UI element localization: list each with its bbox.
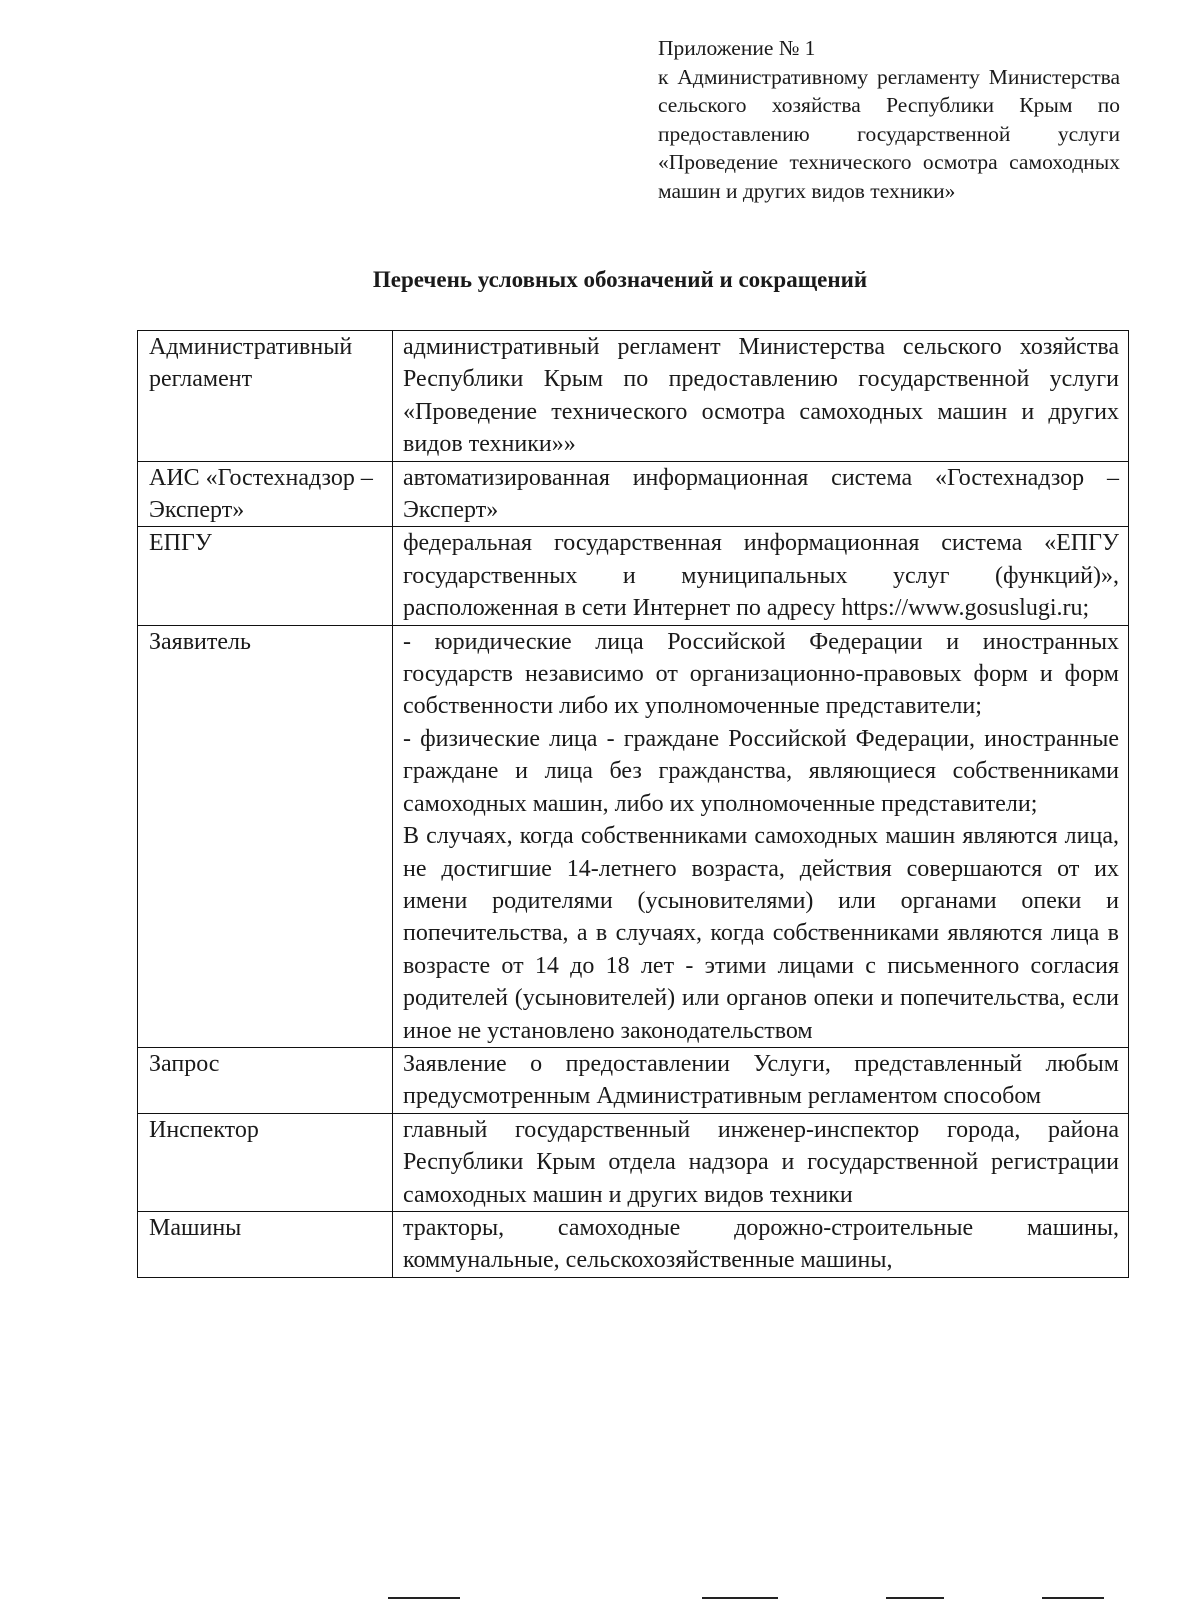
- definition-cell: [393, 331, 1129, 462]
- definition-paragraph: - юридические лица Российской Федерации и иностранных государств независимо от организационно-правовых форм и форм собственности либо их уполномоченные представители;: [403, 628, 1119, 720]
- definition-cell: [393, 625, 1129, 1047]
- scan-edge-marks: [0, 1597, 1200, 1601]
- table-row: [138, 1211, 1129, 1277]
- term-cell: Административный регламент: [138, 331, 393, 462]
- definition-paragraph: - физические лица - граждане Российской Федерации, иностранные граждане и лица без гражданства, являющиеся собственниками самоходных машин, либо их уполномоченные представители;: [403, 725, 1119, 817]
- term-cell: Инспектор: [138, 1113, 393, 1211]
- table-row: [138, 461, 1129, 527]
- scan-mark: [886, 1597, 944, 1599]
- scan-mark: [702, 1597, 778, 1599]
- glossary-table: [137, 330, 1129, 1278]
- definition-cell: [393, 1211, 1129, 1277]
- term-cell: Заявитель: [138, 625, 393, 1047]
- definition-cell: [393, 1047, 1129, 1113]
- definition-paragraph: тракторы, самоходные дорожно-строительные машины, коммунальные, сельскохозяйственные машины,: [403, 1214, 1119, 1274]
- glossary-table-body: [138, 331, 1129, 1278]
- definition-paragraph: административный регламент Министерства сельского хозяйства Республики Крым по предоставлению государственной услуги «Проведение технического осмотра самоходных машин и других видов техники»»: [403, 334, 1119, 458]
- page-title: Перечень условных обозначений и сокращений: [372, 267, 868, 292]
- term-cell: Машины: [138, 1211, 393, 1277]
- definition-cell: [393, 461, 1129, 527]
- definition-cell: [393, 1113, 1129, 1211]
- definition-paragraph: автоматизированная информационная система «Гостехнадзор – Эксперт»: [403, 464, 1119, 524]
- appendix-header: [658, 34, 1120, 205]
- definition-paragraph: В случаях, когда собственниками самоходных машин являются лица, не достигшие 14-летнего возраста, действия совершаются от их имени родителями (усыновителями) или органами опеки и попечительства, а в случаях, когда собственниками являются лица в возрасте от 14 до 18 лет - этими лицами с письменного согласия родителей (усыновителей) или органов опеки и попечительства, если иное не установлено законодательством: [403, 823, 1119, 1044]
- table-row: [138, 331, 1129, 462]
- definition-paragraph: главный государственный инженер-инспектор города, района Республики Крым отдела надзора и государственной регистрации самоходных машин и других видов техники: [403, 1116, 1119, 1208]
- scan-mark: [1042, 1597, 1104, 1599]
- appendix-reference: к Административному регламенту Министерства сельского хозяйства Республики Крым по предоставлению государственной услуги «Проведение технического осмотра самоходных машин и других видов техники»: [658, 64, 1120, 203]
- table-row: [138, 1047, 1129, 1113]
- table-row: [138, 625, 1129, 1047]
- definition-cell: [393, 527, 1129, 625]
- definition-paragraph: федеральная государственная информационная система «ЕПГУ государственных и муниципальных услуг (функций)», расположенная в сети Интернет по адресу https://www.gosuslugi.ru;: [403, 530, 1119, 622]
- term-cell: Запрос: [138, 1047, 393, 1113]
- table-row: [138, 527, 1129, 625]
- term-cell: ЕПГУ: [138, 527, 393, 625]
- appendix-number: Приложение № 1: [658, 36, 816, 60]
- definition-paragraph: Заявление о предоставлении Услуги, представленный любым предусмотренным Административным регламентом способом: [403, 1050, 1119, 1110]
- scan-mark: [388, 1597, 460, 1599]
- table-row: [138, 1113, 1129, 1211]
- term-cell: АИС «Гостехнадзор – Эксперт»: [138, 461, 393, 527]
